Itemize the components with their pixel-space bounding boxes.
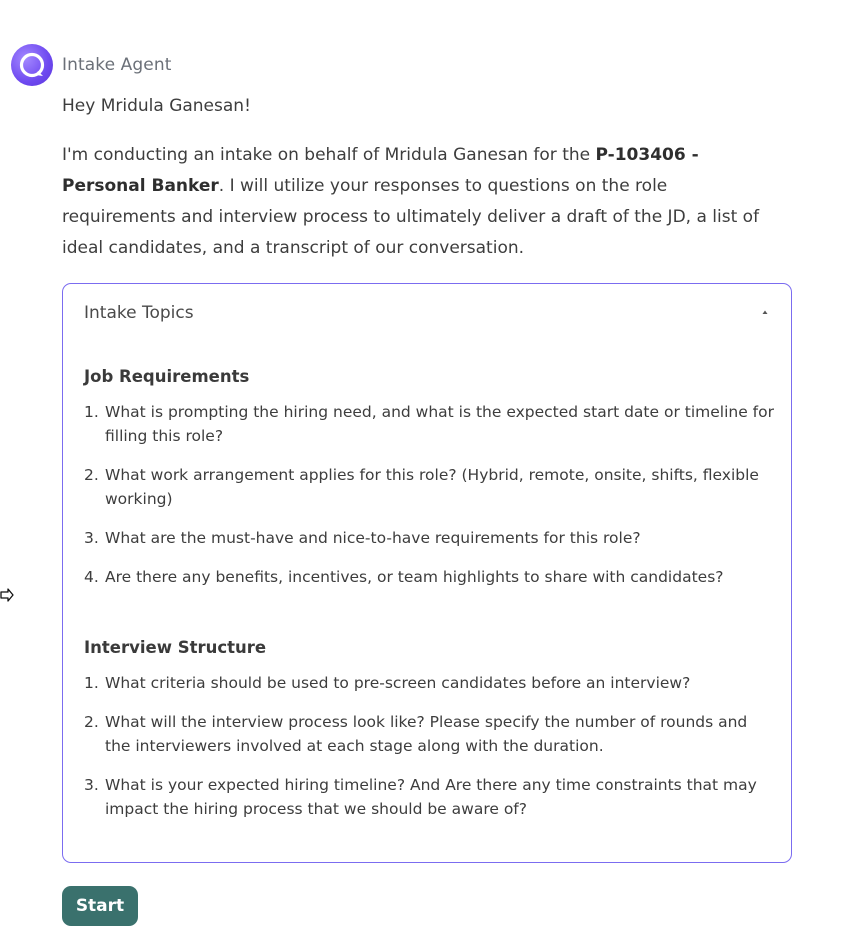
- section-title-interview-structure: Interview Structure: [84, 638, 267, 657]
- list-item: [84, 400, 774, 448]
- list-item: [84, 526, 774, 550]
- question-number: 1.: [84, 674, 99, 692]
- question-text: What are the must-have and nice-to-have requirements for this role?: [105, 529, 641, 547]
- list-item: [84, 565, 774, 589]
- intro-text-start: I'm conducting an intake on behalf of Mridula Ganesan for the: [62, 145, 596, 165]
- question-number: 3.: [84, 529, 99, 547]
- job-requisition: P-103406 - Personal Banker: [62, 145, 699, 196]
- intro-text-end: . I will utilize your responses to questions on the role requirements and interview process to ultimately deliver a draft of the JD, a list of ideal candidates, and a transcript of our conversation.: [62, 176, 760, 258]
- question-text: What is prompting the hiring need, and what is the expected start date or timeline for filling this role?: [105, 403, 774, 445]
- list-item: [84, 671, 774, 695]
- section-title-job-requirements: Job Requirements: [84, 367, 250, 386]
- question-number: 1.: [84, 403, 99, 421]
- question-text: What is your expected hiring timeline? And Are there any time constraints that may impact the hiring process that we should be aware of?: [105, 776, 757, 818]
- question-text: Are there any benefits, incentives, or team highlights to share with candidates?: [105, 568, 724, 586]
- caret-up-icon[interactable]: [761, 308, 769, 316]
- intro-paragraph: [62, 140, 782, 264]
- question-text: What work arrangement applies for this role? (Hybrid, remote, onsite, shifts, flexible working): [105, 466, 759, 508]
- intake-topics-header[interactable]: Intake Topics: [84, 303, 194, 323]
- mouse-cursor-icon: [0, 588, 14, 606]
- intake-topics-panel: [62, 283, 792, 863]
- question-text: What will the interview process look like? Please specify the number of rounds and the interviewers involved at each stage along with the duration.: [105, 713, 748, 755]
- question-text: What criteria should be used to pre-screen candidates before an interview?: [105, 674, 691, 692]
- job-requirements-list: [84, 400, 774, 604]
- question-number: 2.: [84, 466, 99, 484]
- agent-name: Intake Agent: [62, 55, 172, 75]
- question-number: 2.: [84, 713, 99, 731]
- question-number: 3.: [84, 776, 99, 794]
- list-item: [84, 710, 774, 758]
- question-number: 4.: [84, 568, 99, 586]
- list-item: [84, 773, 774, 821]
- chat-bubble-icon: [17, 50, 47, 80]
- interview-structure-list: [84, 671, 774, 836]
- greeting-text: Hey Mridula Ganesan!: [62, 96, 251, 116]
- agent-avatar: [11, 44, 53, 86]
- start-button[interactable]: Start: [62, 886, 138, 926]
- list-item: [84, 463, 774, 511]
